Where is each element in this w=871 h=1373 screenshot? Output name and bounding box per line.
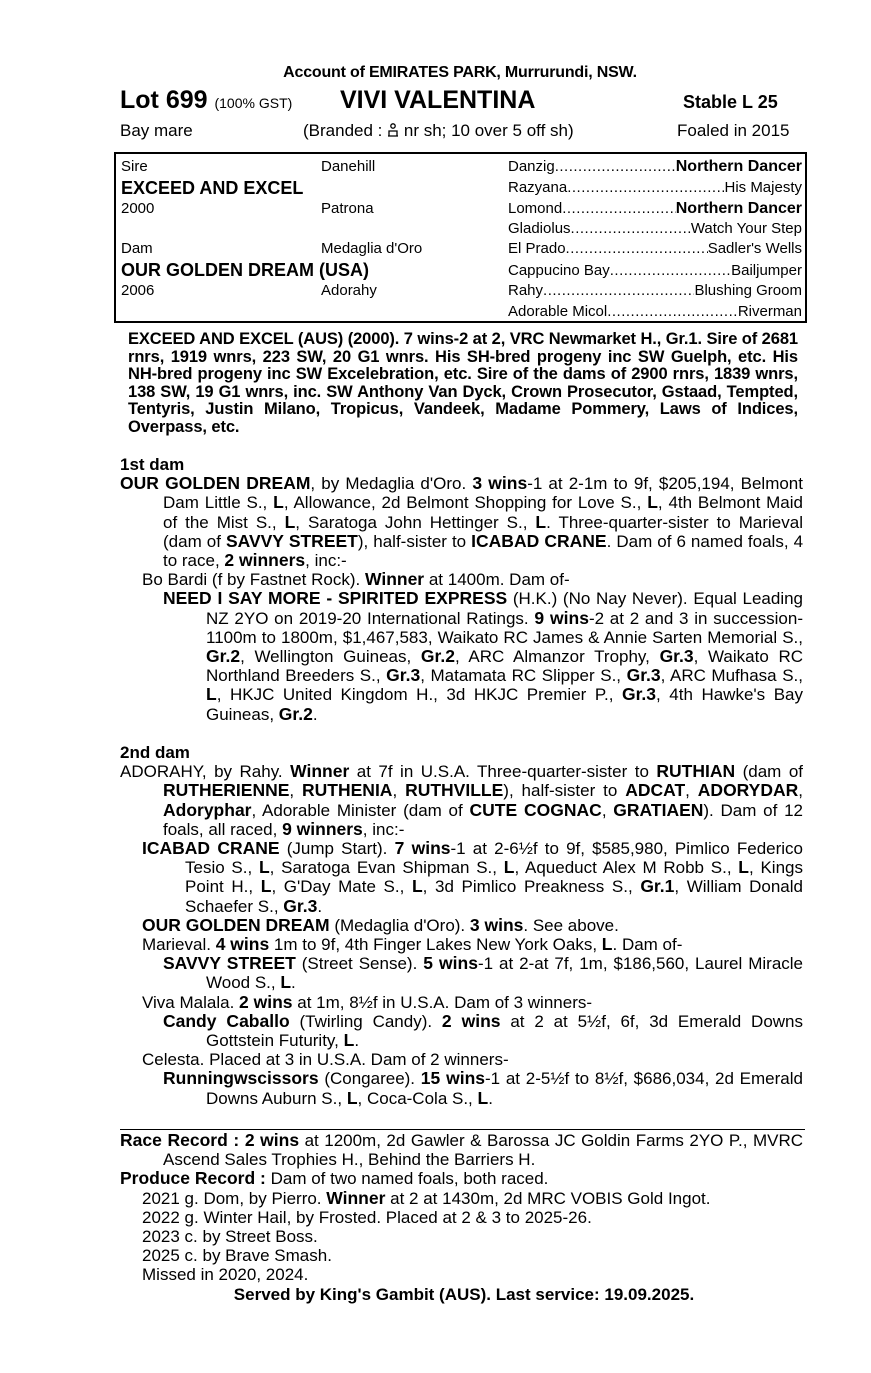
our-golden-dream-entry: OUR GOLDEN DREAM (Medaglia d'Oro). 3 wins. See above. — [142, 914, 619, 935]
runningwscissors-entry: Runningwscissors (Congaree). 15 wins-1 at 2-5½f to 8½f, $686,034, 2d Emerald Downs Auburn S., L, Coca-Cola S., L. — [163, 1068, 803, 1108]
second-dam-section — [120, 743, 803, 1108]
gen3-left: El Prado — [508, 240, 566, 257]
gen3-right: Northern Dancer — [675, 200, 802, 217]
horse-name: VIVI VALENTINA — [340, 86, 536, 114]
lot-number — [120, 86, 292, 115]
first-dam-heading: 1st dam — [120, 455, 185, 474]
gen3-left: Adorable Micol — [508, 303, 608, 320]
marieval-entry: Marieval. 4 wins 1m to 9f, 4th Finger Lakes New York Oaks, L. Dam of- — [142, 934, 683, 955]
foaled-year: Foaled in 2015 — [677, 121, 790, 140]
leader-dots — [566, 239, 708, 259]
produce-item: 2022 g. Winter Hail, by Frosted. Placed at 2 & 3 to 2025-26. — [142, 1207, 592, 1227]
gen3-row — [508, 219, 802, 239]
gen3-row — [508, 281, 802, 301]
produce-item: 2025 c. by Brave Smash. — [142, 1246, 332, 1266]
brand-info — [303, 121, 574, 141]
gen3-row — [508, 261, 802, 281]
leader-dots — [610, 261, 731, 281]
account-heading: Account of EMIRATES PARK, Murrurundi, NSW. — [283, 64, 637, 81]
viva-malala-entry: Viva Malala. 2 wins at 1m, 8½f in U.S.A. Dam of 3 winners- — [142, 991, 593, 1012]
dam-year: 2006 — [121, 282, 155, 299]
gen3-right: Blushing Groom — [694, 282, 802, 299]
gen3-row — [508, 157, 802, 177]
gen3-right: Sadler's Wells — [707, 240, 802, 257]
produce-item: 2023 c. by Street Boss. — [142, 1227, 318, 1247]
horse-sex: Bay mare — [120, 121, 193, 140]
second-dam-heading: 2nd dam — [120, 743, 190, 762]
dam-label: Dam — [121, 240, 153, 257]
gen3-left: Cappucino Bay — [508, 262, 610, 279]
gen3-right: Bailjumper — [731, 262, 802, 279]
dam-name: OUR GOLDEN DREAM (USA) — [121, 260, 369, 280]
stable-number: Stable L 25 — [683, 92, 778, 112]
gen3-right: Watch Your Step — [690, 220, 802, 237]
lot-label: Lot 699 — [120, 86, 208, 114]
gen3-left: Danzig — [508, 158, 555, 175]
gen3-row — [508, 178, 802, 198]
produce-record: Produce Record : Dam of two named foals, both raced. — [120, 1168, 549, 1189]
sire-sire: Danehill — [321, 158, 376, 175]
gen3-right: Northern Dancer — [675, 158, 802, 175]
race-record: Race Record : 2 wins at 1200m, 2d Gawler & Barossa JC Goldin Farms 2YO P., MVRC Ascend Sales Trophies H., Behind the Barriers H. — [120, 1130, 803, 1170]
brand-mark-icon — [387, 123, 399, 137]
gen3-left: Lomond — [508, 200, 563, 217]
produce-item: Missed in 2020, 2024. — [142, 1265, 309, 1285]
leader-dots — [562, 199, 676, 219]
dam-dam: Adorahy — [321, 282, 377, 299]
bo-bardi-entry: Bo Bardi (f by Fastnet Rock). Winner at 1400m. Dam of- — [142, 569, 570, 590]
first-dam-paragraph: OUR GOLDEN DREAM, by Medaglia d'Oro. 3 wins-1 at 2-1m to 9f, $205,194, Belmont Dam Little S., L, Allowance, 2d Belmont Shopping for Love S., L, 4th Belmont Maid of the Mist S., L, Saratoga John Hettinger S., L. Three-quarter-sister to Marieval (dam of SAVVY STREET), half-sister to ICABAD CRANE. Dam of 6 named foals, 4 to race, 2 winners, inc:- — [120, 473, 804, 571]
gen3-left: Razyana — [508, 179, 568, 196]
need-i-say-more-entry: NEED I SAY MORE - SPIRITED EXPRESS (H.K.) (No Nay Never). Equal Leading NZ 2YO on 2019-20 International Ratings. 9 wins-2 at 2 and 3 in succession-1100m to 1800m, $1,467,583, Waikato RC James & Annie Sarten Memorial S., Gr.2, Wellington Guineas, Gr.2, ARC Almanzor Trophy, Gr.3, Waikato RC Northland Breeders S., Gr.3, Matamata RC Slipper S., Gr.3, ARC Mufhasa S., L, HKJC United Kingdom H., 3d HKJC Premier P., Gr.3, 4th Hawke's Bay Guineas, Gr.2. — [163, 588, 804, 724]
first-dam-section — [120, 455, 803, 724]
leader-dots — [607, 302, 738, 322]
gen3-row — [508, 302, 802, 322]
pedigree-table — [114, 152, 807, 323]
dam-sire: Medaglia d'Oro — [321, 240, 423, 257]
served-note: Served by King's Gambit (AUS). Last service: 19.09.2025. — [233, 1285, 695, 1304]
leader-dots — [567, 178, 724, 198]
gen3-row — [508, 239, 802, 259]
leader-dots — [571, 219, 691, 239]
second-dam-paragraph: ADORAHY, by Rahy. Winner at 7f in U.S.A. Three-quarter-sister to RUTHIAN (dam of RUTHERIENNE, RUTHENIA, RUTHVILLE), half-sister to ADCAT, ADORYDAR, Adoryphar, Adorable Minister (dam of CUTE COGNAC, GRATIAEN). Dam of 12 foals, all raced, 9 winners, inc:- — [120, 761, 804, 839]
icabad-crane-entry: ICABAD CRANE (Jump Start). 7 wins-1 at 2-6½f to 9f, $585,980, Pimlico Federico Tesio S., L, Saratoga Evan Shipman S., L, Aqueduct Alex M Robb S., L, Kings Point H., L, G'Day Mate S., L, 3d Pimlico Preakness S., Gr.1, William Donald Schaefer S., Gr.3. — [142, 838, 804, 916]
sire-label: Sire — [121, 158, 148, 175]
sire-year: 2000 — [121, 200, 155, 217]
records-section — [120, 1131, 803, 1285]
candy-caballo-entry: Candy Caballo (Twirling Candy). 2 wins at 2 at 5½f, 6f, 3d Emerald Downs Gottstein Futurity, L. — [163, 1010, 804, 1051]
sire-name: EXCEED AND EXCEL — [121, 178, 304, 198]
gen3-row — [508, 199, 802, 219]
sire-dam: Patrona — [321, 200, 374, 217]
leader-dots — [543, 281, 694, 301]
gst-note: (100% GST) — [214, 95, 293, 111]
gen3-right: His Majesty — [724, 179, 802, 196]
gen3-left: Rahy — [508, 282, 544, 299]
brand-suffix: nr sh; 10 over 5 off sh) — [403, 121, 574, 140]
gen3-left: Gladiolus — [508, 220, 571, 237]
celesta-entry: Celesta. Placed at 3 in U.S.A. Dam of 2 winners- — [142, 1050, 509, 1070]
brand-prefix: (Branded : — [303, 121, 383, 140]
gen3-right: Riverman — [737, 303, 802, 320]
sire-summary: EXCEED AND EXCEL (AUS) (2000). 7 wins-2 at 2, VRC Newmarket H., Gr.1. Sire of 2681 rnrs, 1919 wnrs, 223 SW, 20 G1 wnrs. His SH-bred progeny inc SW Guelph, etc. His NH-bred progeny inc SW Excelebration, etc. Sire of the dams of 2900 rnrs, 1839 wnrs, 138 SW, 19 G1 wnrs, inc. SW Anthony Van Dyck, Crown Prosecutor, Gstaad, Tempted, Tentyris, Justin Milano, Tropicus, Vandeek, Madame Pommery, Laws of Indices, Overpass, etc. — [128, 330, 798, 436]
produce-item: 2021 g. Dom, by Pierro. Winner at 2 at 1430m, 2d MRC VOBIS Gold Ingot. — [142, 1187, 711, 1208]
leader-dots — [555, 157, 676, 177]
savvy-street-entry: SAVVY STREET (Street Sense). 5 wins-1 at 2-at 7f, 1m, $186,560, Laurel Miracle Wood S., L. — [163, 953, 804, 993]
